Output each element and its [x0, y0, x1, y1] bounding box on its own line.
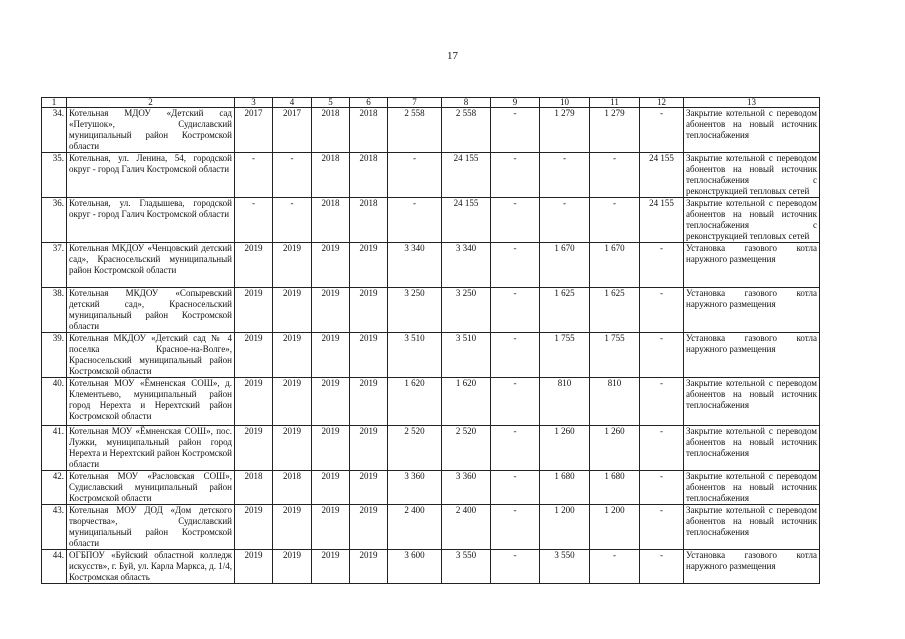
table-row	[42, 426, 820, 471]
value-cell: 1 755	[590, 333, 640, 378]
row-number: 44.	[42, 550, 67, 584]
value-cell: 1 200	[540, 505, 590, 550]
value-cell: -	[640, 550, 684, 584]
value-cell: 2019	[273, 505, 312, 550]
value-cell: -	[640, 243, 684, 288]
row-number: 40.	[42, 378, 67, 426]
value-cell: 1 680	[590, 471, 640, 505]
value-cell: 2019	[273, 333, 312, 378]
facility-name: ОГБПОУ «Буйский областной колледж искусств», г. Буй, ул. Карла Маркса, д. 1/4, Костромская область	[67, 550, 235, 584]
column-number-header: 9	[491, 98, 540, 108]
value-cell: 2019	[273, 550, 312, 584]
row-number: 35.	[42, 153, 67, 198]
table-row	[42, 153, 820, 198]
value-cell: 2 520	[442, 426, 491, 471]
value-cell: 2019	[235, 426, 273, 471]
value-cell: 1 620	[388, 378, 442, 426]
measure-description: Закрытие котельной с переводом абонентов на новый источник теплоснабжения с реконструкцией тепловых сетей	[684, 153, 820, 198]
column-number-header: 11	[590, 98, 640, 108]
value-cell: -	[590, 550, 640, 584]
value-cell: 1 755	[540, 333, 590, 378]
value-cell: -	[491, 426, 540, 471]
value-cell: 2019	[350, 333, 388, 378]
value-cell: 3 360	[442, 471, 491, 505]
facility-name: Котельная МОУ «Ёмненская СОШ», пос. Лужки, муниципальный район город Нерехта и Нерехтский район Костромской области	[67, 426, 235, 471]
value-cell: 2 558	[388, 108, 442, 153]
value-cell: 24 155	[640, 153, 684, 198]
value-cell: 3 600	[388, 550, 442, 584]
column-number-header: 6	[350, 98, 388, 108]
value-cell: 2019	[350, 505, 388, 550]
column-number-header: 8	[442, 98, 491, 108]
value-cell: -	[640, 505, 684, 550]
row-number: 37.	[42, 243, 67, 288]
value-cell: 1 670	[590, 243, 640, 288]
measure-description: Установка газового котла наружного размещения	[684, 550, 820, 584]
column-number-header: 12	[640, 98, 684, 108]
report-body	[42, 98, 820, 584]
facility-name: Котельная МКДОУ «Сопыревский детский сад», Красносельский муниципальный район Костромской области	[67, 288, 235, 333]
value-cell: 1 680	[540, 471, 590, 505]
value-cell: 1 279	[540, 108, 590, 153]
facility-name: Котельная МДОУ «Детский сад «Петушок», Судиславский муниципальный район Костромской области	[67, 108, 235, 153]
value-cell: 3 510	[442, 333, 491, 378]
value-cell: 24 155	[640, 198, 684, 243]
value-cell: 24 155	[442, 153, 491, 198]
value-cell: -	[640, 288, 684, 333]
value-cell: 2019	[350, 550, 388, 584]
facility-name: Котельная, ул. Ленина, 54, городской округ - город Галич Костромской области	[67, 153, 235, 198]
facility-name: Котельная МКДОУ «Детский сад № 4 поселка Красное-на-Волге», Красносельский муниципальный район Костромской области	[67, 333, 235, 378]
value-cell: 2019	[312, 333, 350, 378]
table-row	[42, 505, 820, 550]
value-cell: -	[273, 198, 312, 243]
value-cell: 2019	[312, 288, 350, 333]
table-row	[42, 378, 820, 426]
measure-description: Установка газового котла наружного размещения	[684, 288, 820, 333]
header-row	[42, 98, 820, 108]
value-cell: -	[491, 550, 540, 584]
row-number: 34.	[42, 108, 67, 153]
value-cell: -	[540, 198, 590, 243]
measure-description: Закрытие котельной с переводом абонентов на новый источник теплоснабжения	[684, 505, 820, 550]
table-row	[42, 471, 820, 505]
value-cell: -	[540, 153, 590, 198]
value-cell: -	[640, 378, 684, 426]
value-cell: -	[491, 378, 540, 426]
report-table	[41, 97, 820, 584]
value-cell: -	[235, 153, 273, 198]
row-number: 42.	[42, 471, 67, 505]
table-row	[42, 288, 820, 333]
facility-name: Котельная МКДОУ «Ченцовский детский сад», Красносельский муниципальный район Костромской области	[67, 243, 235, 288]
value-cell: -	[491, 243, 540, 288]
value-cell: 1 670	[540, 243, 590, 288]
value-cell: 2 558	[442, 108, 491, 153]
table-row	[42, 108, 820, 153]
row-number: 38.	[42, 288, 67, 333]
value-cell: -	[235, 198, 273, 243]
value-cell: -	[640, 333, 684, 378]
value-cell: 2018	[235, 471, 273, 505]
value-cell: 2019	[235, 505, 273, 550]
row-number: 36.	[42, 198, 67, 243]
value-cell: 2018	[350, 153, 388, 198]
column-number-header: 13	[684, 98, 820, 108]
measure-description: Закрытие котельной с переводом абонентов на новый источник теплоснабжения	[684, 426, 820, 471]
value-cell: 1 625	[540, 288, 590, 333]
value-cell: 2018	[312, 108, 350, 153]
value-cell: 3 340	[388, 243, 442, 288]
value-cell: 1 200	[590, 505, 640, 550]
value-cell: -	[491, 288, 540, 333]
column-number-header: 2	[67, 98, 235, 108]
value-cell: 2 520	[388, 426, 442, 471]
facility-name: Котельная МОУ «Ёмненская СОШ», д. Клементьево, муниципальный район город Нерехта и Нерехтский район Костромской области	[67, 378, 235, 426]
value-cell: 2019	[350, 471, 388, 505]
value-cell: -	[640, 471, 684, 505]
value-cell: 2018	[312, 198, 350, 243]
value-cell: -	[491, 505, 540, 550]
value-cell: 2019	[273, 378, 312, 426]
value-cell: 1 620	[442, 378, 491, 426]
facility-name: Котельная МОУ «Расловская СОШ», Судиславский муниципальный район Костромской области	[67, 471, 235, 505]
value-cell: -	[590, 153, 640, 198]
value-cell: -	[491, 153, 540, 198]
value-cell: 2019	[350, 243, 388, 288]
column-number-header: 5	[312, 98, 350, 108]
value-cell: -	[491, 198, 540, 243]
value-cell: 2019	[350, 378, 388, 426]
value-cell: -	[640, 108, 684, 153]
value-cell: 2019	[235, 288, 273, 333]
value-cell: 810	[540, 378, 590, 426]
column-number-header: 4	[273, 98, 312, 108]
value-cell: 1 260	[540, 426, 590, 471]
value-cell: 2017	[273, 108, 312, 153]
value-cell: 3 250	[388, 288, 442, 333]
value-cell: 2019	[312, 378, 350, 426]
row-number: 43.	[42, 505, 67, 550]
measure-description: Установка газового котла наружного размещения	[684, 333, 820, 378]
value-cell: 2019	[350, 426, 388, 471]
value-cell: 2019	[312, 426, 350, 471]
value-cell: 810	[590, 378, 640, 426]
value-cell: 2019	[273, 288, 312, 333]
measure-description: Закрытие котельной с переводом абонентов на новый источник теплоснабжения с реконструкцией тепловых сетей	[684, 198, 820, 243]
value-cell: 2019	[235, 243, 273, 288]
value-cell: 24 155	[442, 198, 491, 243]
value-cell: 2019	[312, 505, 350, 550]
value-cell: -	[491, 108, 540, 153]
value-cell: 1 279	[590, 108, 640, 153]
value-cell: 2019	[235, 333, 273, 378]
facility-name: Котельная, ул. Гладышева, городской округ - город Галич Костромской области	[67, 198, 235, 243]
table-row	[42, 550, 820, 584]
value-cell: 2019	[273, 426, 312, 471]
value-cell: 2 400	[388, 505, 442, 550]
value-cell: 3 340	[442, 243, 491, 288]
value-cell: 2019	[312, 550, 350, 584]
row-number: 41.	[42, 426, 67, 471]
value-cell: 1 625	[590, 288, 640, 333]
value-cell: 2019	[312, 471, 350, 505]
value-cell: 2019	[273, 243, 312, 288]
value-cell: 2018	[312, 153, 350, 198]
measure-description: Установка газового котла наружного размещения	[684, 243, 820, 288]
value-cell: -	[388, 153, 442, 198]
value-cell: 3 510	[388, 333, 442, 378]
value-cell: 2019	[235, 378, 273, 426]
value-cell: -	[640, 426, 684, 471]
measure-description: Закрытие котельной с переводом абонентов на новый источник теплоснабжения	[684, 108, 820, 153]
value-cell: 2017	[235, 108, 273, 153]
value-cell: 2018	[350, 198, 388, 243]
column-number-header: 7	[388, 98, 442, 108]
value-cell: -	[590, 198, 640, 243]
value-cell: -	[491, 471, 540, 505]
value-cell: 2019	[235, 550, 273, 584]
table-row	[42, 198, 820, 243]
column-number-header: 10	[540, 98, 590, 108]
value-cell: 3 360	[388, 471, 442, 505]
value-cell: 3 250	[442, 288, 491, 333]
measure-description: Закрытие котельной с переводом абонентов на новый источник теплоснабжения	[684, 471, 820, 505]
value-cell: 3 550	[540, 550, 590, 584]
facility-name: Котельная МОУ ДОД «Дом детского творчества», Судиславский муниципальный район Костромской области	[67, 505, 235, 550]
value-cell: 3 550	[442, 550, 491, 584]
value-cell: -	[388, 198, 442, 243]
value-cell: 2018	[350, 108, 388, 153]
table-row	[42, 243, 820, 288]
column-number-header: 1	[42, 98, 67, 108]
value-cell: 2019	[312, 243, 350, 288]
measure-description: Закрытие котельной с переводом абонентов на новый источник теплоснабжения	[684, 378, 820, 426]
value-cell: 2 400	[442, 505, 491, 550]
value-cell: 2019	[350, 288, 388, 333]
row-number: 39.	[42, 333, 67, 378]
value-cell: -	[273, 153, 312, 198]
value-cell: -	[491, 333, 540, 378]
value-cell: 1 260	[590, 426, 640, 471]
page-number: 17	[447, 50, 458, 62]
value-cell: 2018	[273, 471, 312, 505]
column-number-header: 3	[235, 98, 273, 108]
table-row	[42, 333, 820, 378]
